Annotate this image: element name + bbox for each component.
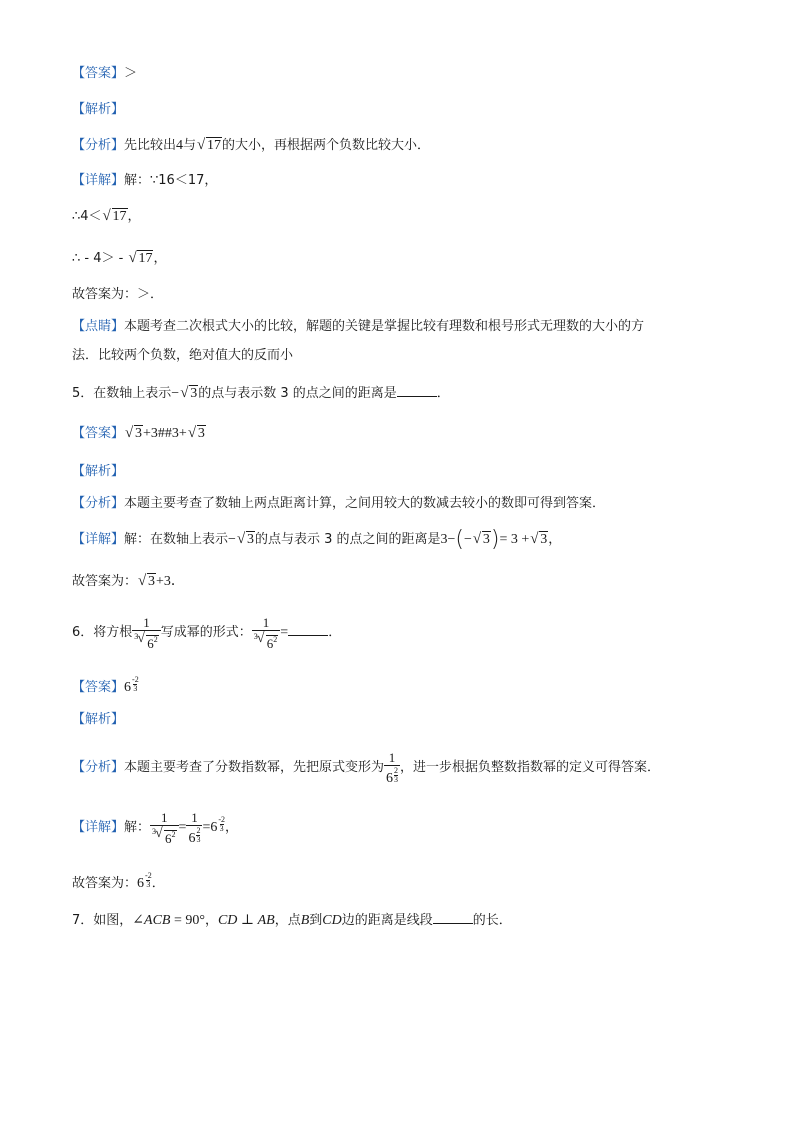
q4-dianjing-line1: [72, 317, 644, 337]
q4-fenxi-text: 的大小，再根据两个负数比较大小．: [222, 138, 431, 153]
q6-detail-text: ，: [225, 820, 239, 835]
sqrt-expr: [138, 572, 156, 592]
base: 6: [147, 635, 154, 651]
q4-step2: [72, 207, 141, 227]
q7-question-text: ，: [204, 913, 218, 928]
q6-question-text: 6．将方根: [72, 625, 133, 640]
sqrt-expr: [197, 136, 222, 156]
segment-ab: AB: [257, 913, 275, 928]
exp-num: 2: [134, 675, 139, 684]
q4-dianjing-line2: [72, 346, 293, 366]
radicand: 3: [246, 532, 254, 547]
q5-detail-text: ，: [548, 532, 562, 547]
sqrt-expr: [103, 207, 128, 227]
detail-tag: 【详解】: [72, 820, 125, 835]
q4-step3-text: ∴ - 4＞ -: [72, 251, 128, 266]
power-expr: [210, 815, 226, 835]
q6-fenxi-text: 本题主要考查了分数指数幂，先把原式变形为: [124, 760, 385, 775]
q5-analysis-header: [72, 462, 124, 482]
equals-sign: =: [280, 625, 289, 640]
q6-conclusion-text: 故答案为：: [72, 876, 138, 891]
minus-sign: −: [463, 532, 472, 547]
power-expr: [124, 675, 139, 695]
q5-detail-text: 的点与表示 3 的点之间的距离是: [254, 532, 441, 547]
q7-question-text: 的长．: [472, 913, 512, 928]
q5-conclusion: [72, 572, 185, 592]
radicand: 3: [540, 532, 548, 547]
root-index: √ 3: [253, 631, 258, 641]
q6-conclusion-text: ．: [151, 876, 165, 891]
fraction-exponent: [196, 827, 200, 844]
exp-denominator: 3: [133, 684, 138, 693]
q6-answer-line: [72, 676, 139, 698]
numerator: 1: [143, 614, 150, 630]
equals-sign: =: [202, 820, 211, 835]
answer-tag: 【答案】: [72, 426, 125, 441]
fraction-root: [132, 615, 161, 651]
q7-question-text: 边的距离是线段: [341, 913, 433, 928]
q4-detail-text: 解：∵16＜17，: [124, 173, 218, 188]
q4-answer-line: [72, 64, 137, 84]
radicand: [146, 635, 159, 651]
q6-analysis-header: [72, 710, 124, 730]
q4-step3: [72, 249, 166, 269]
exponent: 2: [273, 634, 278, 644]
exp-sign: -: [218, 815, 222, 824]
numerator: 1: [161, 809, 168, 825]
base: 6: [165, 830, 172, 846]
radicand: [266, 635, 279, 651]
base: 6: [386, 770, 394, 786]
exp-sign: -: [145, 871, 148, 880]
exp-num: 2: [147, 871, 152, 880]
analysis-tag: 【解析】: [72, 102, 125, 117]
segment-cd: CD: [217, 913, 238, 928]
radicand: 3: [148, 574, 156, 589]
q5-detail-text: 解：在数轴上表示: [124, 532, 229, 547]
cube-root: [254, 632, 279, 651]
q5-answer-text: +3##3+: [143, 426, 187, 441]
exp-sign: -: [132, 675, 135, 684]
exp-numerator: 2: [196, 825, 201, 835]
q6-fenxi-text: ，进一步根据负整数指数幂的定义可得答案．: [400, 760, 661, 775]
cube-root: [152, 827, 177, 846]
radicand: 17: [138, 251, 153, 266]
root-index: √ 3: [134, 631, 139, 641]
detail-tag: 【详解】: [72, 173, 125, 188]
fenxi-tag: 【分析】: [72, 496, 125, 511]
exponent: 2: [171, 829, 176, 839]
root-index: √ 3: [152, 826, 157, 836]
fenxi-tag: 【分析】: [72, 760, 125, 775]
angle-acb: ∠ACB: [132, 913, 171, 928]
q4-fenxi-line: [72, 136, 430, 156]
exp-numerator: [218, 816, 225, 824]
q4-step3-text: ，: [153, 251, 167, 266]
exp-denominator: 3: [394, 774, 399, 784]
sqrt-expr: [128, 249, 153, 269]
sqrt-expr: [530, 530, 548, 550]
angle-value: = 90°: [170, 913, 205, 928]
radicand: 3: [135, 426, 143, 441]
sqrt-expr: [473, 530, 491, 550]
analysis-tag: 【解析】: [72, 464, 125, 479]
q5-answer-line: [72, 424, 206, 444]
q7-question: [72, 911, 512, 931]
q4-fenxi-text: 先比较出: [124, 138, 177, 153]
answer-tag: 【答案】: [72, 66, 125, 81]
exp-denominator: 3: [219, 824, 224, 833]
base: 6: [210, 820, 218, 835]
q4-conclusion: [72, 285, 163, 305]
q6-detail-line: [72, 806, 238, 850]
base: 6: [188, 830, 196, 846]
numerator: 1: [388, 749, 396, 765]
fraction-exponent: [132, 676, 139, 693]
fraction-power: [186, 810, 202, 846]
exp-numerator: [132, 676, 139, 684]
point-b: B: [300, 913, 310, 928]
base: 6: [124, 680, 132, 695]
numerator: 1: [191, 809, 198, 825]
segment-cd: CD: [322, 913, 342, 928]
q4-step2-text: ，: [127, 209, 141, 224]
exp-denominator: 3: [146, 880, 151, 889]
q5-fenxi-line: [72, 494, 605, 514]
q4-fenxi-text: 与: [183, 138, 197, 153]
base: 6: [137, 876, 145, 891]
power-expr: [137, 871, 152, 891]
answer-blank: [397, 384, 437, 397]
radicand: 3: [197, 426, 205, 441]
q6-fenxi-line: [72, 746, 660, 790]
sqrt-expr: [188, 424, 206, 444]
q4-conclusion-text: 故答案为：＞．: [72, 287, 164, 302]
sqrt-expr: [180, 384, 198, 404]
q6-question: [72, 613, 341, 653]
q5-fenxi-text: 本题主要考查了数轴上两点距离计算，之间用较大的数减去较小的数即可得到答案．: [124, 496, 606, 511]
q7-question-text: ，点: [274, 913, 301, 928]
q4-dianjing-text: 本题考查二次根式大小的比较，解题的关键是掌握比较有理数和根号形式无理数的大小的方: [124, 319, 645, 334]
numerator: 1: [262, 614, 270, 630]
q4-answer: ＞: [124, 66, 138, 81]
perp-symbol: ⊥: [237, 913, 258, 928]
answer-blank: [288, 623, 328, 636]
exp-denominator: 3: [196, 834, 201, 844]
exponent: 2: [153, 634, 158, 644]
q4-fenxi-num: 4: [176, 138, 184, 153]
radicand: 3: [482, 532, 490, 547]
answer-tag: 【答案】: [72, 680, 125, 695]
cube-root: [134, 632, 159, 651]
radicand: 17: [112, 209, 127, 224]
minus-sign: −: [228, 532, 236, 547]
dianjing-tag: 【点睛】: [72, 319, 125, 334]
q4-dianjing-text: 法．比较两个负数，绝对值大的反而小: [72, 348, 294, 363]
q5-detail-expr: 3−: [440, 532, 456, 547]
analysis-tag: 【解析】: [72, 712, 125, 727]
denominator: [186, 825, 202, 846]
paren-open: (: [455, 527, 464, 552]
radicand: [164, 830, 177, 846]
q5-detail-line: [72, 527, 562, 552]
denominator: [132, 630, 161, 651]
radicand: 17: [207, 138, 222, 153]
q5-question-text: ．: [436, 386, 450, 401]
detail-tag: 【详解】: [72, 532, 125, 547]
fraction-exponent: [218, 816, 225, 833]
fraction-exponent: [145, 872, 152, 889]
answer-blank: [433, 911, 473, 924]
sqrt-expr: [125, 424, 143, 444]
fraction-power: [384, 750, 400, 786]
fraction-root: [252, 615, 281, 651]
q6-question-text: 写成幂的形式：: [160, 625, 252, 640]
q5-question-text: 5．在数轴上表示: [72, 386, 172, 401]
exp-num: 2: [221, 815, 226, 824]
q5-conclusion-text: +3．: [156, 574, 185, 589]
sqrt-expr: [237, 530, 255, 550]
paren-close: ): [490, 527, 500, 552]
q5-conclusion-text: 故答案为：: [72, 574, 138, 589]
q5-question-text: 的点与表示数 3 的点之间的距离是: [198, 386, 397, 401]
q5-question: [72, 384, 450, 404]
q4-step2-text: ∴4＜: [72, 209, 102, 224]
denominator: [150, 825, 179, 846]
fenxi-tag: 【分析】: [72, 138, 125, 153]
fraction-root: [150, 810, 179, 846]
q4-analysis-header: [72, 100, 124, 120]
fraction-exponent: [394, 767, 398, 784]
exp-numerator: 2: [394, 765, 399, 775]
q4-detail-line: [72, 171, 217, 191]
denominator: [384, 765, 400, 786]
exp-numerator: [145, 872, 152, 880]
equals-sign: =: [178, 820, 187, 835]
q5-detail-expr: = 3 +: [499, 532, 530, 547]
q6-detail-text: 解：: [124, 820, 151, 835]
base: 6: [266, 635, 274, 651]
q6-question-text: ．: [328, 625, 342, 640]
q7-question-text: 7．如图，: [72, 913, 133, 928]
q6-conclusion: [72, 872, 165, 894]
minus-sign: −: [171, 386, 180, 401]
q7-question-text: 到: [309, 913, 323, 928]
radicand: 3: [190, 386, 198, 401]
denominator: [252, 630, 281, 651]
